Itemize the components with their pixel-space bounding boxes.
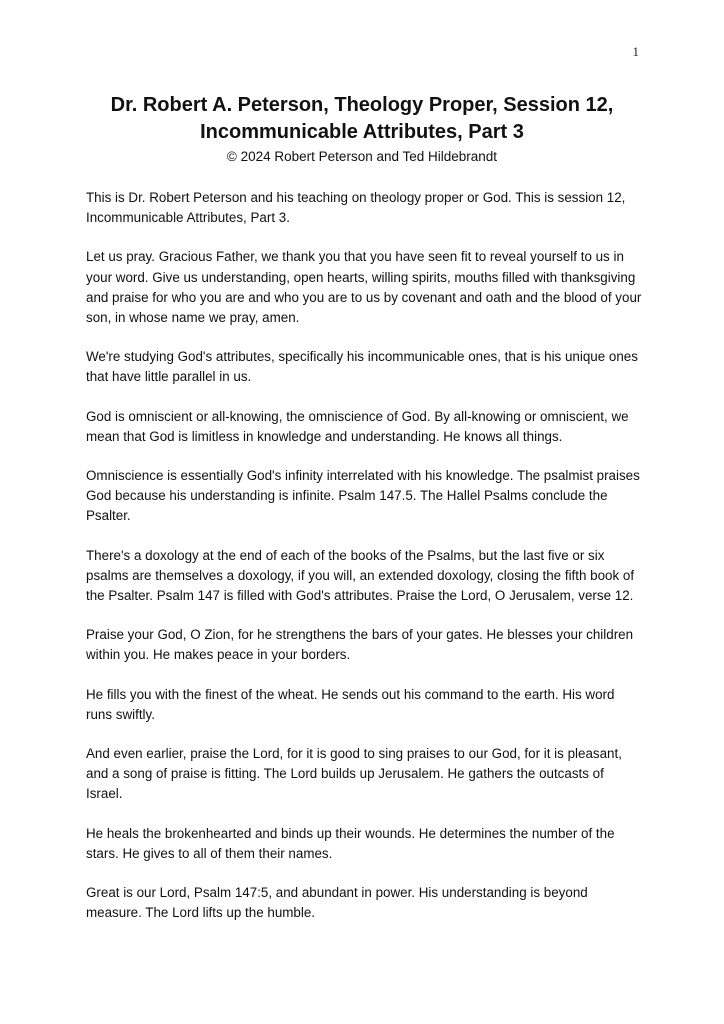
paragraph: And even earlier, praise the Lord, for it is good to sing praises to our God, for it is pleasant, and a song of praise is fitting. The Lord builds up Jerusalem. He gathers the outcasts of Israel.	[86, 746, 622, 802]
paragraph: There's a doxology at the end of each of the books of the Psalms, but the last five or six psalms are themselves a doxology, if you will, an extended doxology, closing the fifth book of the Psalter. Psalm 147 is filled with God's attributes. Praise the Lord, O Jerusalem, verse 12.	[86, 547, 635, 604]
paragraph: He heals the brokenhearted and binds up their wounds. He determines the number of the stars. He gives to all of them their names.	[86, 825, 615, 861]
copyright-line: © 2024 Robert Peterson and Ted Hildebrandt	[226, 149, 498, 164]
document-body	[86, 188, 642, 942]
paragraph: Praise your God, O Zion, for he strengthens the bars of your gates. He blesses your children within you. He makes peace in your borders.	[86, 627, 634, 663]
document-title: Dr. Robert A. Peterson, Theology Proper, Session 12, Incommunicable Attributes, Part 3	[110, 94, 614, 143]
paragraph: He fills you with the finest of the wheat. He sends out his command to the earth. His word runs swiftly.	[86, 686, 615, 722]
paragraph: This is Dr. Robert Peterson and his teaching on theology proper or God. This is session 12, Incommunicable Attributes, Part 3.	[86, 190, 626, 226]
paragraph: Let us pray. Gracious Father, we thank you that you have seen fit to reveal yourself to us in your word. Give us understanding, open hearts, willing spirits, mouths filled with thanksgiving and praise for who you are and who you are to us by covenant and oath and the blood of your son, in whose name we pray, amen.	[86, 249, 642, 326]
page-number: 1	[632, 44, 639, 59]
paragraph: We're studying God's attributes, specifically his incommunicable ones, that is his unique ones that have little parallel in us.	[86, 349, 638, 385]
paragraph: Omniscience is essentially God's infinity interrelated with his knowledge. The psalmist praises God because his understanding is infinite. Psalm 147.5. The Hallel Psalms conclude the Psalter.	[86, 468, 640, 524]
paragraph: Great is our Lord, Psalm 147:5, and abundant in power. His understanding is beyond measure. The Lord lifts up the humble.	[86, 885, 588, 921]
paragraph: God is omniscient or all-knowing, the omniscience of God. By all-knowing or omniscient, we mean that God is limitless in knowledge and understanding. He knows all things.	[86, 408, 629, 444]
